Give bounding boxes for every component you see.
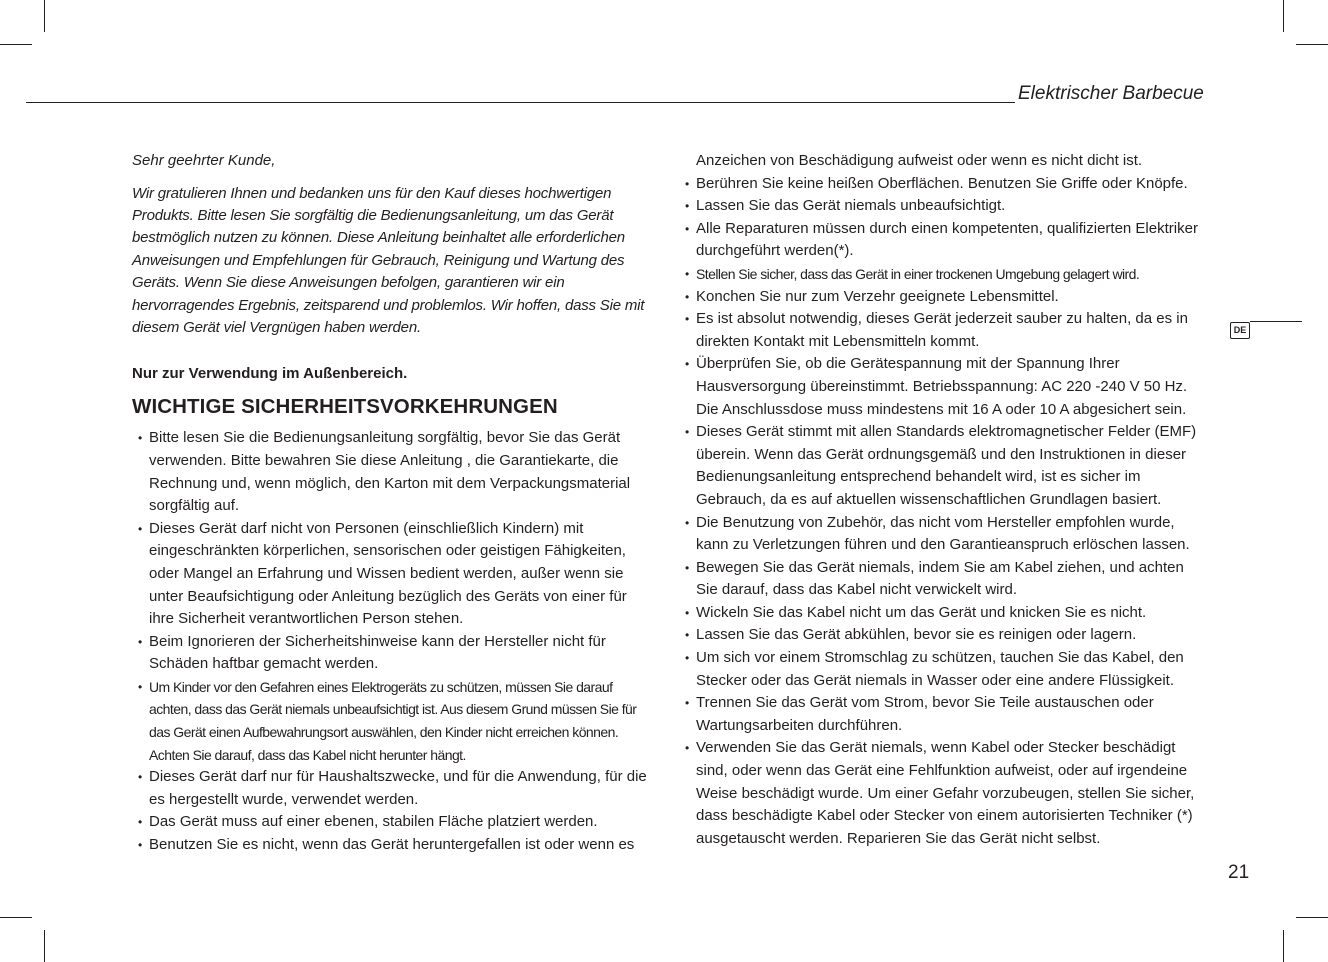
page-number: 21 [1228, 862, 1250, 883]
list-item: • Stellen Sie sicher, dass das Gerät in einer trockenen Umgebung gelagert wird. [683, 263, 1203, 286]
crop-mark-bottom-right-v [1283, 930, 1284, 962]
crop-mark-bottom-right-h [1296, 917, 1328, 918]
list-item: • Lassen Sie das Gerät abkühlen, bevor sie es reinigen oder lagern. [683, 624, 1203, 647]
list-item: • Bitte lesen Sie die Bedienungsanleitung sorgfältig, bevor Sie das Gerät verwenden. Bitte bewahren Sie diese Anleitung , die Garantiekarte, die Rechnung und, wenn möglich, den Karton mit dem Verpackungsmaterial sorgfältig auf. [132, 427, 654, 517]
list-item: • Beim Ignorieren der Sicherheitshinweise kann der Hersteller nicht für Schäden haftbar gemacht werden. [132, 631, 654, 676]
language-tab-rule [1250, 321, 1302, 322]
safety-heading: WICHTIGE SICHERHEITSVORKEHRUNGEN [132, 395, 558, 419]
list-item: • Lassen Sie das Gerät niemals unbeaufsichtigt. [683, 195, 1203, 218]
list-item: • Konchen Sie nur zum Verzehr geeignete Lebensmittel. [683, 286, 1203, 309]
continued-text: Anzeichen von Beschädigung aufweist oder wenn es nicht dicht ist. [696, 152, 1143, 169]
left-bullet-list [132, 427, 654, 856]
list-item: • Benutzen Sie es nicht, wenn das Gerät heruntergefallen ist oder wenn es [132, 834, 654, 857]
crop-mark-bottom-left-h [0, 917, 32, 918]
crop-mark-top-left-h [0, 44, 32, 45]
right-column [683, 150, 1203, 850]
header-title: Elektrischer Barbecue [1018, 83, 1204, 104]
crop-mark-bottom-left-v [44, 930, 45, 962]
list-item: • Berühren Sie keine heißen Oberflächen. Benutzen Sie Griffe oder Knöpfe. [683, 173, 1203, 196]
list-item: • Wickeln Sie das Kabel nicht um das Gerät und knicken Sie es nicht. [683, 602, 1203, 625]
right-bullet-list [683, 173, 1203, 851]
crop-mark-top-right-v [1283, 0, 1284, 32]
outdoor-note: Nur zur Verwendung im Außenbereich. [132, 365, 408, 383]
left-column [132, 150, 654, 857]
list-item: • Es ist absolut notwendig, dieses Gerät jederzeit sauber zu halten, da es in direkten Kontakt mit Lebensmitteln kommt. [683, 308, 1203, 353]
list-item: • Um sich vor einem Stromschlag zu schützen, tauchen Sie das Kabel, den Stecker oder das Gerät niemals in Wasser oder eine andere Flüssigkeit. [683, 647, 1203, 692]
list-item: • Überprüfen Sie, ob die Gerätespannung mit der Spannung Ihrer Hausversorgung übereinstimmt. Betriebsspannung: AC 220 -240 V 50 Hz. Die Anschlussdose muss mindestens mit 16 A oder 10 A abgesichert sein. [683, 353, 1203, 421]
list-item: • Alle Reparaturen müssen durch einen kompetenten, qualifizierten Elektriker durchgeführt werden(*). [683, 218, 1203, 263]
crop-mark-top-left-v [44, 0, 45, 32]
intro-paragraph: Wir gratulieren Ihnen und bedanken uns für den Kauf dieses hochwertigen Produkts. Bitte lesen Sie sorgfältig die Bedienungsanleitung, um das Gerät bestmöglich nutzen zu können. Diese Anleitung beinhaltet alle erforderlichen Anweisungen und Empfehlungen für Gebrauch, Reinigung und Wartung des Geräts. Wenn Sie diese Anweisungen befolgen, garantieren wir ein hervorragendes Ergebnis, zeitsparend und problemlos. Wir hoffen, dass Sie mit diesem Gerät viel Vergnügen haben werden. [132, 184, 645, 336]
list-item: • Bewegen Sie das Gerät niemals, indem Sie am Kabel ziehen, und achten Sie darauf, dass das Kabel nicht verwickelt wird. [683, 557, 1203, 602]
list-item: • Dieses Gerät darf nicht von Personen (einschließlich Kindern) mit eingeschränkten körperlichen, sensorischen oder geistigen Fähigkeiten, oder Mangel an Erfahrung und Wissen bedient werden, außer wenn sie unter Beaufsichtigung oder Anleitung bezüglich des Geräts von einer für ihre Sicherheit verantwortlichen Person stehen. [132, 518, 654, 631]
list-item: • Um Kinder vor den Gefahren eines Elektrogeräts zu schützen, müssen Sie darauf achten, dass das Gerät niemals unbeaufsichtigt ist. Aus diesem Grund müssen Sie für das Gerät einen Aufbewahrungsort auswählen, den Kinder nicht erreichen können. Achten Sie darauf, dass das Kabel nicht herunter hängt. [132, 676, 654, 766]
list-item: • Dieses Gerät darf nur für Haushaltszwecke, und für die Anwendung, für die es hergestellt wurde, verwendet werden. [132, 766, 654, 811]
list-item: • Trennen Sie das Gerät vom Strom, bevor Sie Teile austauschen oder Wartungsarbeiten durchführen. [683, 692, 1203, 737]
header-rule [26, 102, 1015, 103]
greeting: Sehr geehrter Kunde, [132, 152, 276, 169]
list-item: • Verwenden Sie das Gerät niemals, wenn Kabel oder Stecker beschädigt sind, oder wenn das Gerät eine Fehlfunktion aufweist, oder auf irgendeine Weise beschädigt wurde. Um einer Gefahr vorzubeugen, stellen Sie sicher, dass beschädigte Kabel oder Stecker von einem autorisierten Techniker (*) ausgetauscht werden. Reparieren Sie das Gerät nicht selbst. [683, 737, 1203, 850]
language-badge: DE [1230, 322, 1250, 339]
list-item: • Die Benutzung von Zubehör, das nicht vom Hersteller empfohlen wurde, kann zu Verletzungen führen und den Garantieanspruch erlöschen lassen. [683, 512, 1203, 557]
list-item: • Das Gerät muss auf einer ebenen, stabilen Fläche platziert werden. [132, 811, 654, 834]
crop-mark-top-right-h [1296, 44, 1328, 45]
list-item: • Dieses Gerät stimmt mit allen Standards elektromagnetischer Felder (EMF) überein. Wenn das Gerät ordnungsgemäß und den Instruktionen in dieser Bedienungsanleitung entsprechend behandelt wird, ist es sicher im Gebrauch, da es auf aktuellen wissenschaftlichen Grundlagen basiert. [683, 421, 1203, 511]
